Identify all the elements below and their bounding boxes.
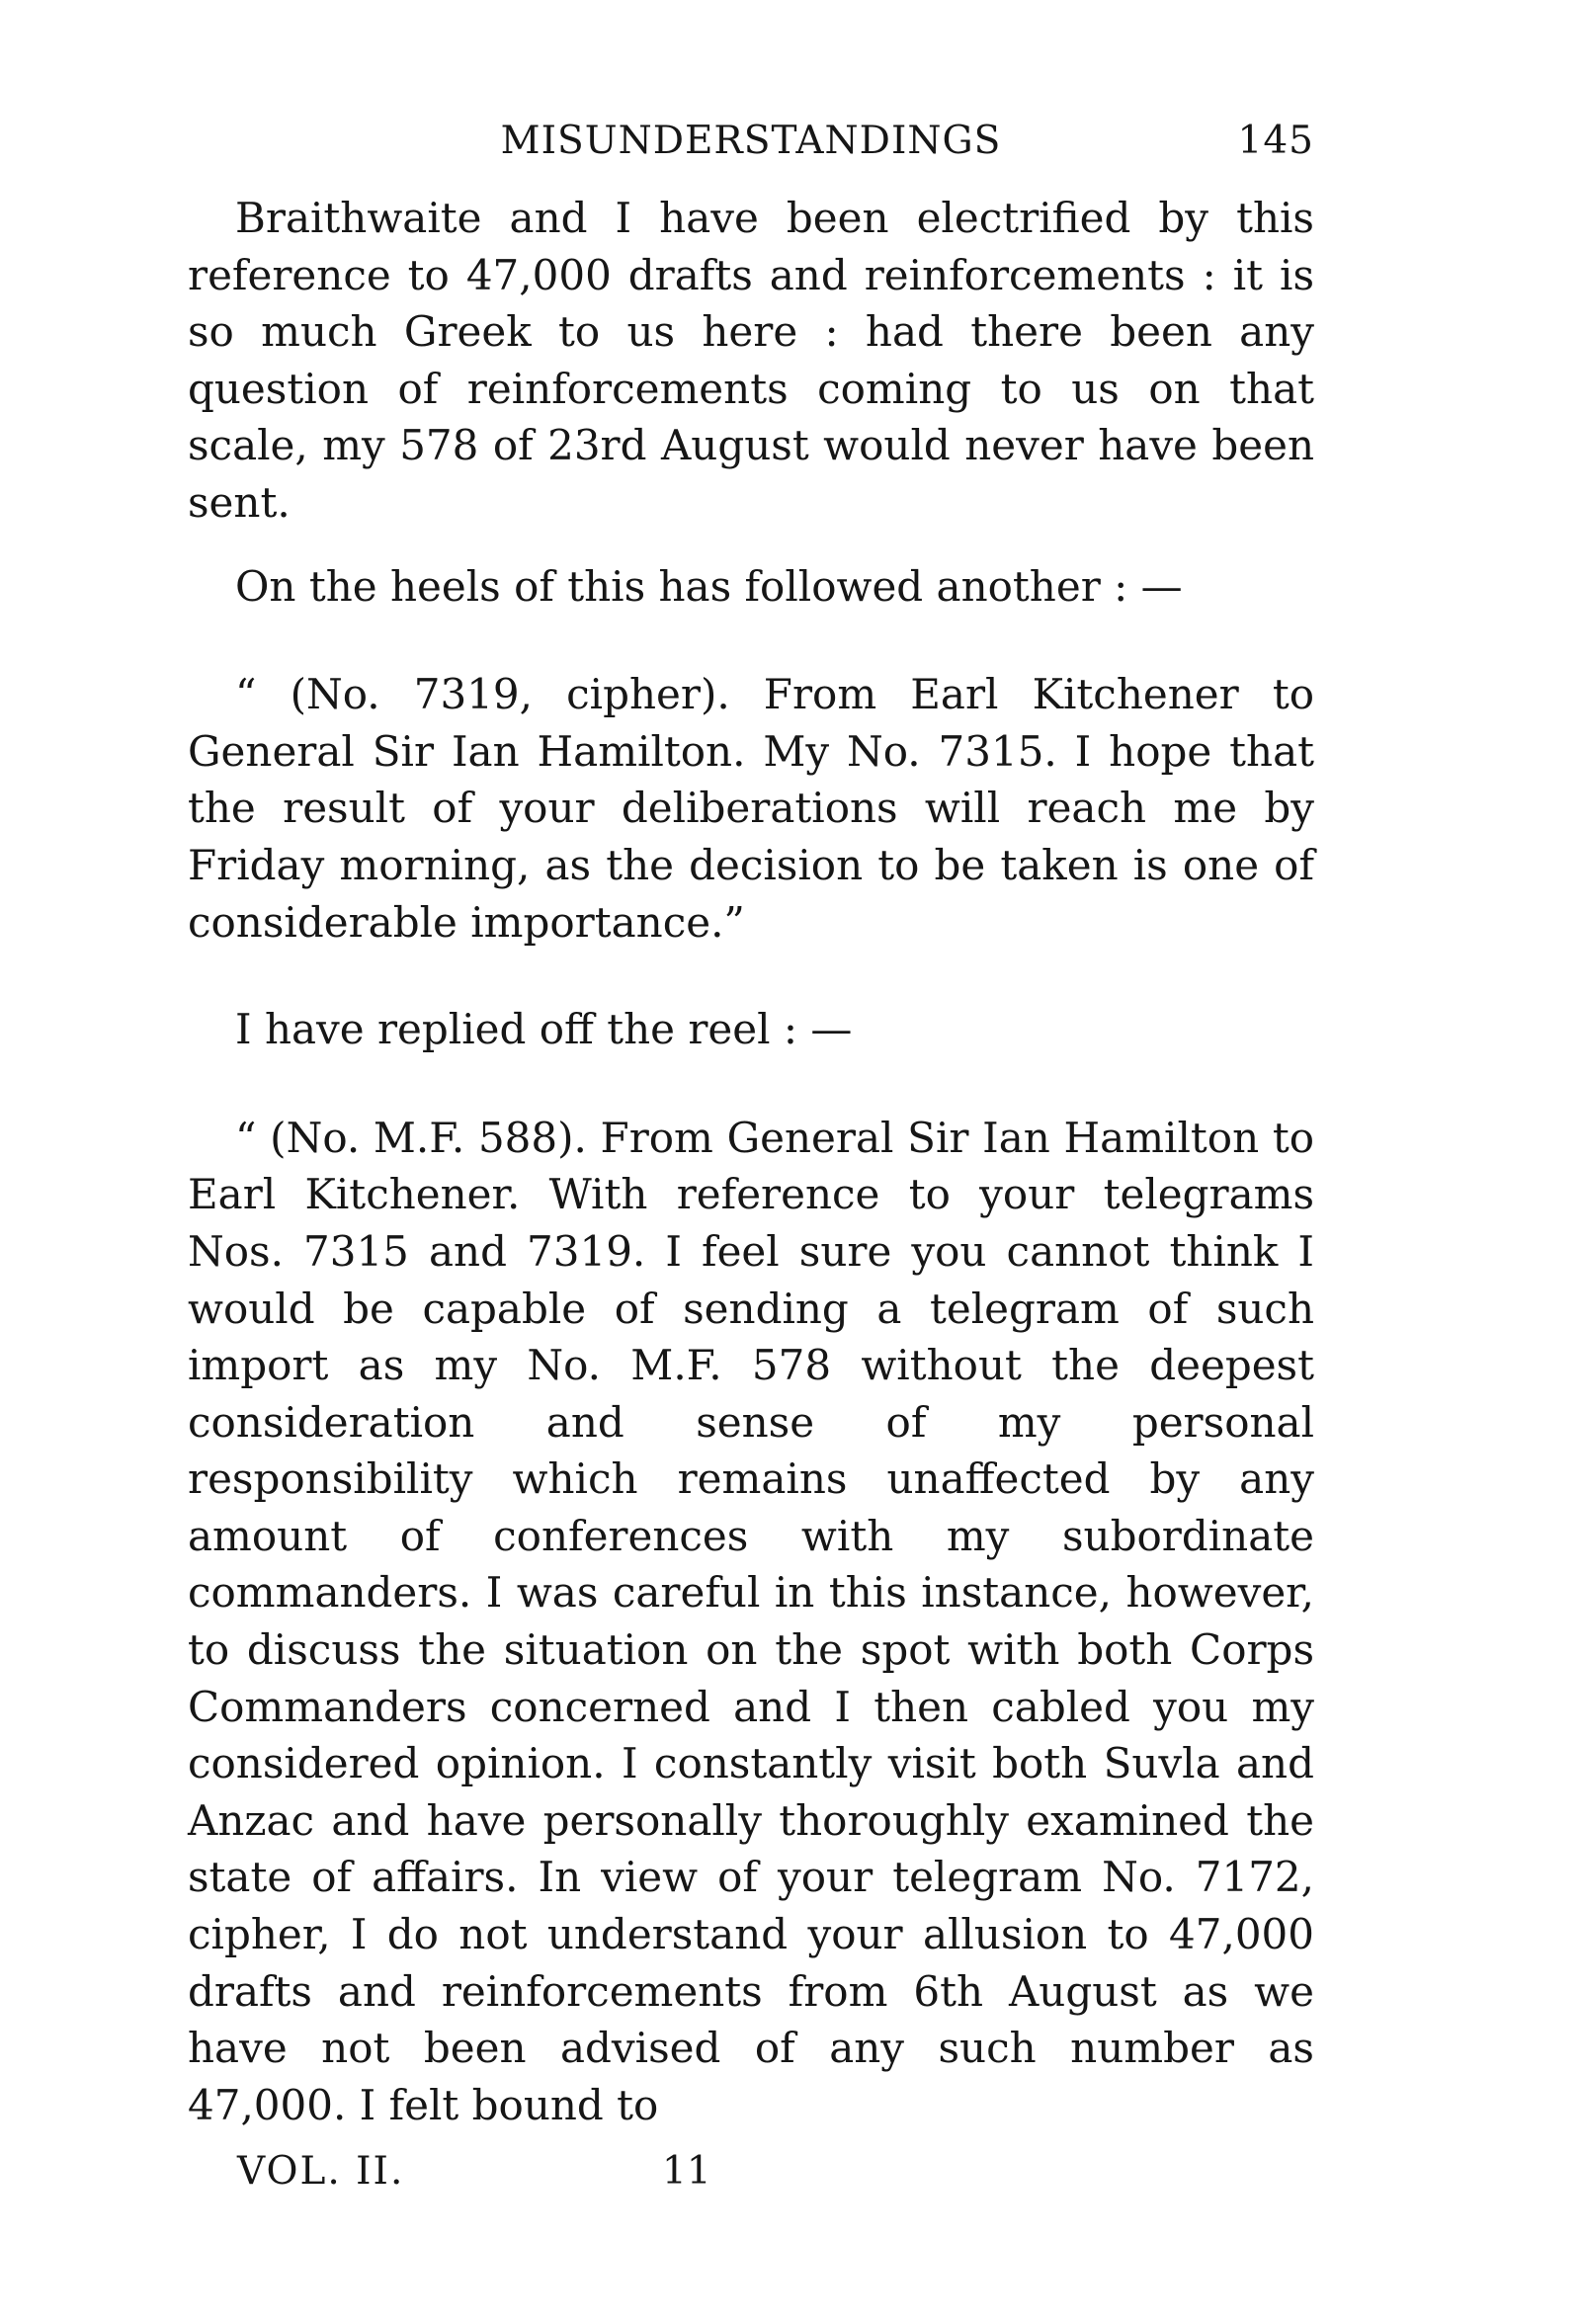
running-head [188, 119, 1314, 182]
paragraph-reply-intro: I have replied off the reel : — [235, 1005, 853, 1054]
paragraph-braithwaite: Braithwaite and I have been electrified by this reference to 47,000 drafts and reinforcements : it is so much Greek to us here : had there been any question of reinforcements coming to us on that scale, my 578 of 23rd August would never have been sent. [188, 194, 1314, 527]
signature-mark: 11 [662, 2149, 711, 2194]
telegram-7319: “ (No. 7319, cipher). From Earl Kitchener to General Sir Ian Hamilton. My No. 7315. I hope that the result of your deliberations will reach me by Friday morning, as the decision to be taken is one of considerable importance.” [188, 670, 1314, 947]
page-number: 145 [1237, 119, 1314, 163]
volume-mark: VOL. II. [237, 2149, 405, 2194]
running-title: MISUNDERSTANDINGS [500, 119, 1002, 163]
telegram-mf-588: “ (No. M.F. 588). From General Sir Ian Hamilton to Earl Kitchener. With reference to your telegrams Nos. 7315 and 7319. I feel sure you cannot think I would be capable of sending a telegram of such import as my No. M.F. 578 without the deepest consideration and sense of my personal responsibility which remains unaffected by any amount of conferences with my subordinate commanders. I was careful in this instance, however, to discuss the situation on the spot with both Corps Commanders concerned and I then cabled you my considered opinion. I constantly visit both Suvla and Anzac and have personally thoroughly examined the state of affairs. In view of your telegram No. 7172, cipher, I do not understand your allusion to 47,000 drafts and reinforcements from 6th August as we have not been advised of any such number as 47,000. I felt bound to [188, 1113, 1314, 2129]
paragraph-heels-intro: On the heels of this has followed another : — [235, 561, 1183, 611]
page-footer [237, 2149, 830, 2199]
book-page [188, 119, 1314, 2133]
